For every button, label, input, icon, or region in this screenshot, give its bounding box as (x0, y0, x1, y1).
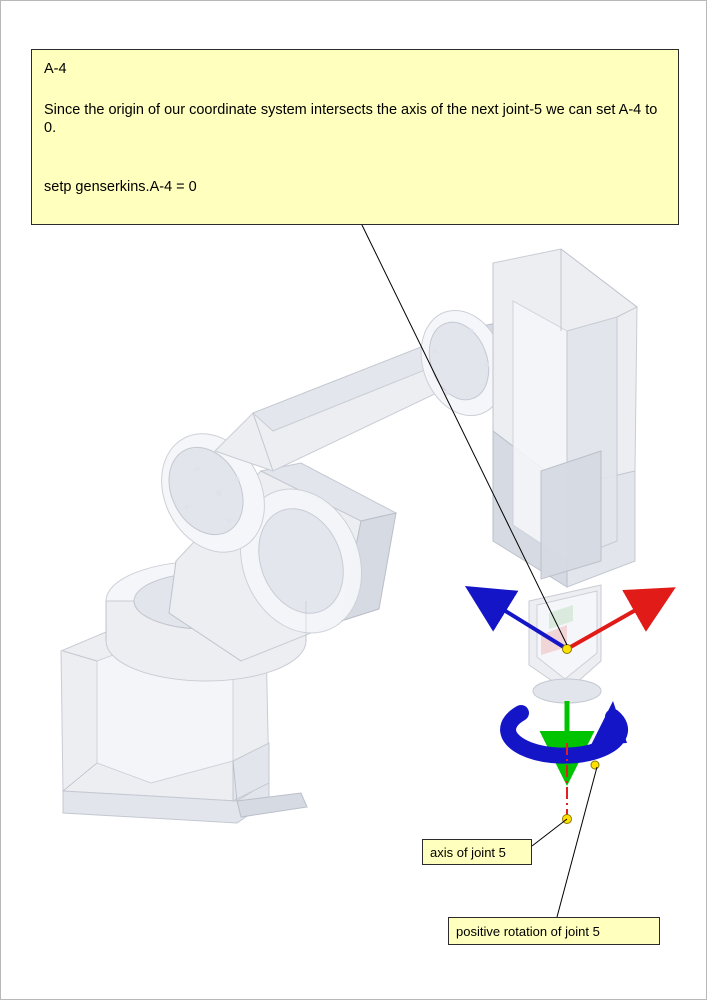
callout-rotation-label: positive rotation of joint 5 (456, 923, 600, 939)
robot-elbow-joint (142, 416, 285, 571)
robot-ghost-edges (106, 249, 637, 661)
frame-origin-point (563, 645, 572, 654)
leader-line-main-note (361, 223, 567, 645)
rotation-arc (508, 713, 620, 756)
annotation-note-a4 (31, 49, 679, 225)
robot-wrist-end (529, 585, 601, 703)
y-axis-arrow (499, 607, 567, 649)
robot-base (61, 613, 307, 823)
leader-line-rotation-note (557, 767, 597, 917)
robot-shoulder-housing (106, 561, 306, 681)
note-body: Since the origin of our coordinate system intersects the axis of the next joint-5 we can set A-4 to 0. (44, 101, 658, 137)
callout-positive-rotation-of-joint-5 (448, 917, 660, 945)
rotation-arrow-point (591, 761, 599, 769)
rotation-arc-arrowhead (591, 701, 627, 745)
robot-wrist-column (493, 249, 637, 587)
robot-lower-arm (169, 463, 396, 661)
robot-joint4-drum (407, 299, 519, 428)
callout-axis-label: axis of joint 5 (430, 844, 506, 860)
note-title: A-4 (44, 61, 67, 77)
note-code: setp genserkins.A-4 = 0 (44, 178, 197, 195)
joint5-axis-point (563, 815, 572, 824)
leader-line-axis-note (532, 819, 567, 846)
x-axis-arrow (567, 607, 641, 649)
robot-upper-arm (215, 323, 501, 471)
callout-axis-of-joint-5 (422, 839, 532, 865)
